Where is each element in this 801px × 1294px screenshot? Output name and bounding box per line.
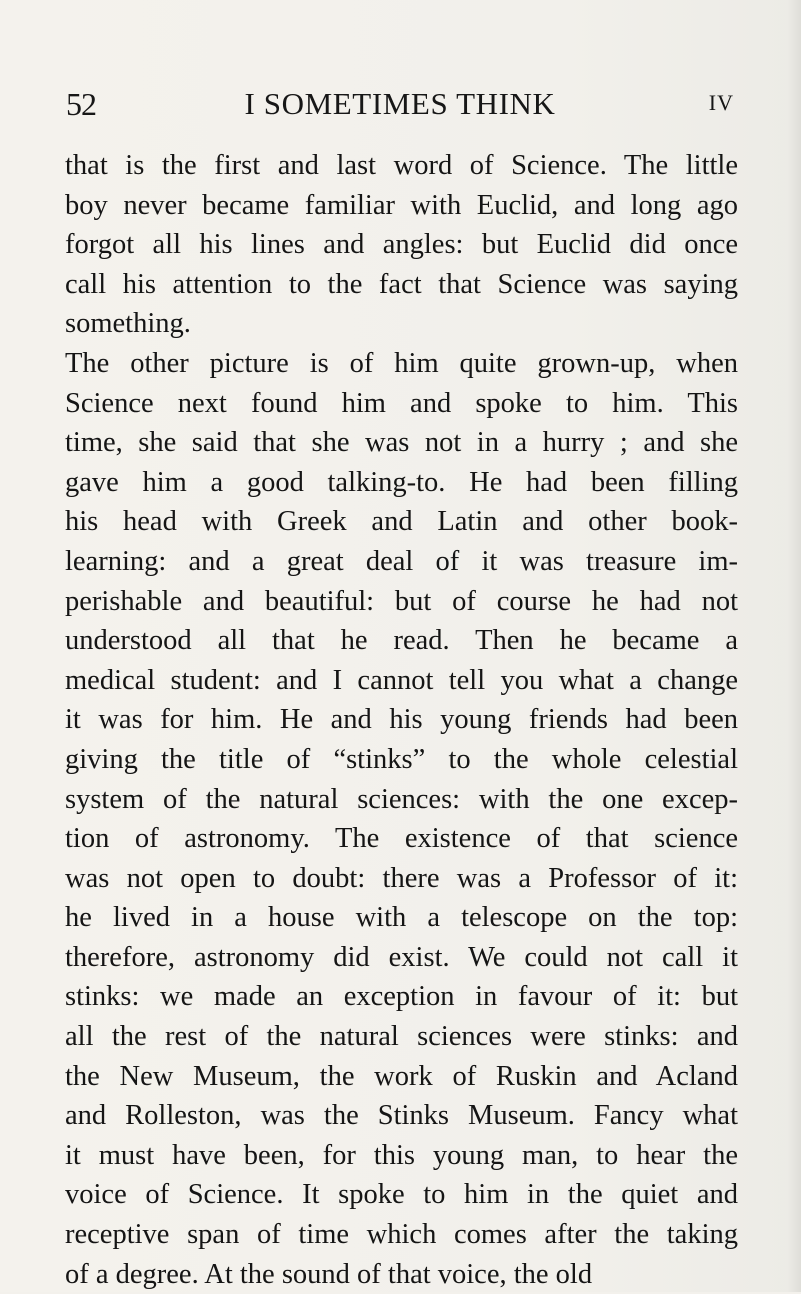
page-header [66, 86, 734, 130]
running-title: I SOMETIMES THINK [244, 86, 556, 121]
page-edge-shadow [787, 0, 801, 1292]
text-line: Science next found him and spoke to him. This [65, 387, 738, 419]
text-line: receptive span of time which comes after the taking [65, 1219, 738, 1251]
text-line: call his attention to the fact that Science was saying [65, 268, 738, 300]
text-line: perishable and beautiful: but of course he had not [65, 585, 738, 617]
text-line: stinks: we made an exception in favour of it: but [65, 981, 738, 1013]
text-line: medical student: and I cannot tell you what a change [65, 664, 738, 696]
text-line: tion of astronomy. The existence of that science [65, 823, 738, 855]
text-line: understood all that he read. Then he became a [65, 625, 738, 657]
text-line: giving the title of “stinks” to the whole celestial [65, 743, 738, 775]
text-line: learning: and a great deal of it was treasure im- [65, 545, 738, 577]
text-line: voice of Science. It spoke to him in the quiet and [65, 1179, 738, 1211]
page-number: 52 [66, 86, 96, 122]
text-line: it must have been, for this young man, to hear the [65, 1139, 738, 1171]
text-line: therefore, astronomy did exist. We could not call it [65, 941, 738, 973]
text-line: he lived in a house with a telescope on the top: [65, 902, 738, 934]
text-line: something. [65, 308, 191, 340]
body-text [65, 146, 738, 1294]
text-line: gave him a good talking-to. He had been filling [65, 466, 738, 498]
text-line: of a degree. At the sound of that voice, the old [65, 1258, 593, 1290]
chapter-number: IV [708, 90, 734, 115]
text-line: forgot all his lines and angles: but Euclid did once [65, 229, 738, 261]
text-line: and Rolleston, was the Stinks Museum. Fancy what [65, 1100, 738, 1132]
text-line: The other picture is of him quite grown-up, when [65, 347, 738, 379]
text-line: his head with Greek and Latin and other book- [65, 506, 738, 538]
text-line: system of the natural sciences: with the one excep- [65, 783, 738, 815]
text-line: was not open to doubt: there was a Professor of it: [65, 862, 738, 894]
text-line: time, she said that she was not in a hurry ; and she [65, 427, 738, 459]
text-line: it was for him. He and his young friends had been [65, 704, 738, 736]
text-line: that is the first and last word of Science. The little [65, 150, 738, 181]
text-line: boy never became familiar with Euclid, and long ago [65, 189, 738, 221]
text-line: the New Museum, the work of Ruskin and Acland [65, 1060, 738, 1092]
text-line: all the rest of the natural sciences were stinks: and [65, 1021, 738, 1053]
